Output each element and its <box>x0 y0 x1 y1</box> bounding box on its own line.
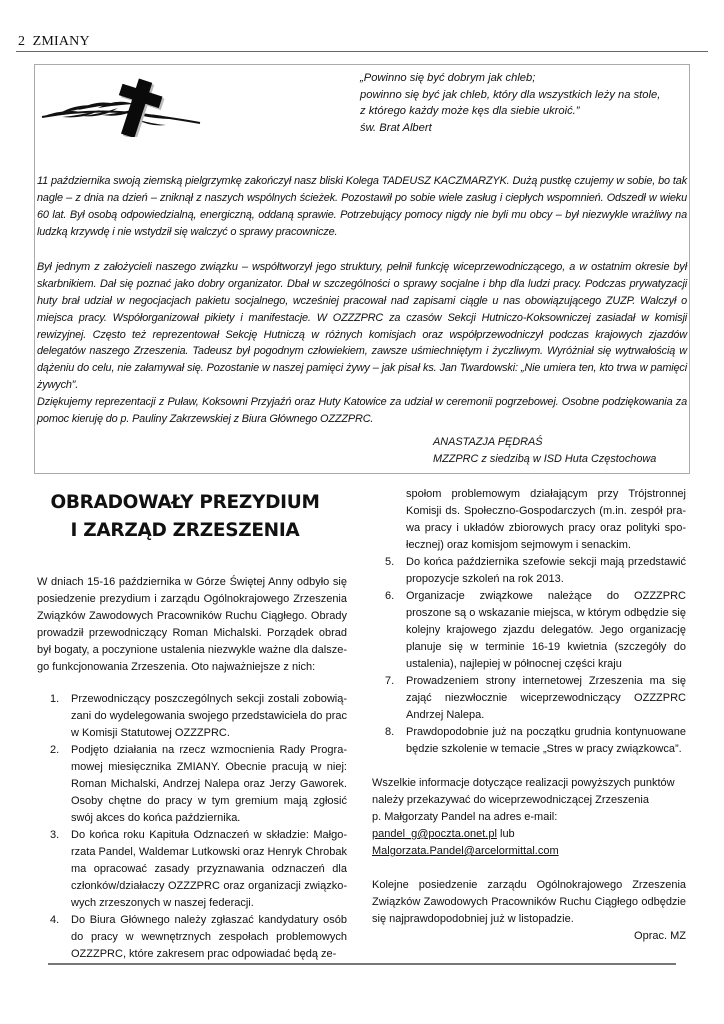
list-item <box>37 742 347 827</box>
list-item-number: 8. <box>385 726 395 738</box>
list-item-text: Do Biura Głównego należy zgłaszać kandydatury osób do pracy w wewnętrznych zespołach problemowych OZZZPRC, które zakresem prac odpowiadać będą ze- <box>71 914 347 960</box>
header-divider <box>16 51 708 52</box>
epigraph-quote <box>360 70 690 136</box>
list-item-number: 1. <box>50 693 60 705</box>
contact-line: Wszelkie informacje dotyczące realizacji powyższych punktów <box>372 777 675 789</box>
list-item-continuation: społom problemowym działającym przy Trójstronnej Komisji ds. Społeczno-Gospodarczych (m.in. zespół prawa pracy i układów zbiorowych pracy oraz polityki społecznej) oraz komisjom sejmowym i senackim. <box>406 488 686 551</box>
email-link-arcelormittal[interactable]: Malgorzata.Pandel@arcelormittal.com <box>372 845 559 857</box>
quote-line: powinno się być jak chleb, który dla wszystkich leży na stole, <box>360 88 661 101</box>
list-item-text: Organizacje związkowe należące do OZZZPRC proszone są o wskazanie miejsca, w którym odbędzie się kolejny krajowego zjazdu delegatów. Jego organizację planuje się w terminie 16-19 kwietnia (szczegóły do ustalenia), najlepiej w północnej części kraju <box>406 590 686 670</box>
contact-or: lub <box>496 828 515 840</box>
list-item <box>372 554 686 588</box>
signature-organization: MZZPRC z siedzibą w ISD Huta Częstochowa <box>433 453 657 465</box>
list-item-number: 2. <box>50 744 60 756</box>
list-item <box>372 724 686 758</box>
list-item <box>37 691 347 742</box>
obituary-paragraph: Był jednym z założycieli naszego związku – współtworzył jego struktury, pełnił funkcję wiceprzewodniczącego, a w ostatnim okresie był skarbnikiem. Dał się poznać jako dobry organizator. Dbał w szczególności o sprawy socjalne i bhp dla ludzi pracy. Podczas prywatyzacji huty brał udział w negocjacjach pakietu socjalnego, wcześniej pracował nad zapisami ciągle u nas obowiązującego ZUZP. Walczył o miejsca pracy. Współorganizował pikiety i manifestacje. W OZZZPRC za czasów Sekcji Hutniczo-Koksowniczej zasiadał w komisji rewizyjnej. Często też reprezentował Sekcję Hutniczą w różnych komisjach oraz współprzewodniczył podczas krajowych zjazdów delegatów naszego Zrzeszenia. Tadeusz był pogodnym człowiekiem, zawsze uśmiechniętym i życzliwym. Wyróżniał się wytrwałością w dążeniu do celu, nie załamywał się. Pozostanie w naszej pamięci żywy – jak pisał ks. Jan Twardowski: „Nie umiera ten, kto trwa w pamięci żywych”. <box>37 260 687 392</box>
contact-line: należy przekazywać do wiceprzewodniczącej Zrzeszenia <box>372 794 649 806</box>
quote-attribution: św. Brat Albert <box>360 121 432 134</box>
signature-name: ANASTAZJA PĘDRAŚ <box>433 436 543 448</box>
article-left-column <box>37 574 347 963</box>
contact-info <box>372 775 686 860</box>
obituary-paragraph: Dziękujemy reprezentacji z Puław, Koksowni Przyjaźń oraz Huty Katowice za udział w ceremonii pogrzebowej. Osobne podziękowania za pomoc kieruję do p. Pauliny Zakrzewskiej z Biura Głównego OZZZPRC. <box>37 395 687 425</box>
list-item <box>372 588 686 673</box>
list-item-text: Prawdopodobnie już na początku grudnia kontynuowane będzie szkolenie w temacie „Stres w pracy związkowca”. <box>406 726 686 755</box>
list-item-number: 7. <box>385 675 395 687</box>
list-item-number: 6. <box>385 590 395 602</box>
list-item <box>372 673 686 724</box>
running-header <box>18 34 90 50</box>
list-item-text: Prowadzeniem strony internetowej Zrzeszenia ma się zająć niezwłocznie wiceprzewodniczący OZZZPRC Andrzej Nalepa. <box>406 675 686 721</box>
cross-with-palm-branch-icon <box>38 77 208 137</box>
obituary-signature <box>433 434 656 468</box>
page-number: 2 <box>18 34 26 49</box>
quote-line: z którego każdy może kęs dla siebie ukroić.” <box>360 105 580 118</box>
contact-line: p. Małgorzaty Pandel na adres e-mail: <box>372 811 558 823</box>
list-item-number: 5. <box>385 556 395 568</box>
list-item-text: Przewodniczący poszczególnych sekcji zostali zobowiązani do wydelegowania swojego przedstawiciela do prac w Komisji Statutowej OZZZPRC. <box>71 693 347 739</box>
article-title-line: I ZARZĄD ZRZESZENIA <box>70 520 300 541</box>
quote-line: „Powinno się być dobrym jak chleb; <box>360 72 536 84</box>
email-link-onet[interactable]: pandel_g@poczta.onet.pl <box>372 828 497 840</box>
article-byline: Oprac. MZ <box>634 930 686 942</box>
decisions-list <box>37 691 347 963</box>
article-title <box>40 489 330 545</box>
closing-paragraph: Kolejne posiedzenie zarządu Ogólnokrajowego Zrzeszenia Związków Zawodowych Pracowników Ruchu Ciągłego odbędzie się najprawdopodobniej już w listopadzie. <box>372 879 686 925</box>
obituary-paragraph: 11 października swoją ziemską pielgrzymkę zakończył nasz bliski Kolega TADEUSZ KACZMARZYK. Dużą pustkę czujemy w sobie, bo tak nagle – z dnia na dzień – zniknął z naszych wspólnych ścieżek. Pozostawił po sobie wiele zasług i ciepłych wspomnień. Odszedł w wieku 60 lat. Był osobą odpowiedzialną, energiczną, oddaną sprawie. Potrzebujący pomocy nigdy nie byli mu obcy – był niezwykle wrażliwy na ludzką krzywdę i nie wstydził się walczyć o sprawy pracownicze. <box>37 174 687 238</box>
article-intro: W dniach 15-16 października w Górze Świętej Anny odbyło się posiedzenie prezydium i zarządu Ogólnokrajowego Zrzeszenia Związków Zawodowych Pracowników Ruchu Ciągłego. Obrady prowadził przewodniczący Roman Michalski. Porządek obrad był bogaty, a poczynione ustalenia niezwykle ważne dla dalszego funkcjonowania Zrzeszenia. Oto najważniejsze z nich: <box>37 576 347 673</box>
list-item-number: 3. <box>50 829 60 841</box>
article-title-line: OBRADOWAŁY PREZYDIUM <box>50 492 320 513</box>
list-item-text: Do końca roku Kapituła Odznaczeń w składzie: Małgorzata Pandel, Waldemar Lutkowski oraz Henryk Chrobak ma opracować zasady przyznawania odznaczeń dla członków/działaczy OZZZPRC oraz organizacji związkowych zrzeszonych w naszej federacji. <box>71 829 347 909</box>
footer-divider <box>48 963 676 965</box>
list-item-text: Podjęto działania na rzecz wzmocnienia Rady Programowej miesięcznika ZMIANY. Obecnie pracują w niej: Roman Michalski, Andrzej Nalepa oraz Jerzy Gaworek. Osoby chętne do pracy w tym gremium mają zgłosić swój akces do końca października. <box>71 744 347 824</box>
publication-name: ZMIANY <box>32 34 90 49</box>
list-item-number: 4. <box>50 914 60 926</box>
list-item <box>37 912 347 963</box>
decisions-list-continued <box>372 554 686 758</box>
list-item-text: Do końca października szefowie sekcji mają przedstawić propozycje szkoleń na rok 2013. <box>406 556 686 585</box>
article-right-column <box>372 486 686 945</box>
list-item <box>37 827 347 912</box>
